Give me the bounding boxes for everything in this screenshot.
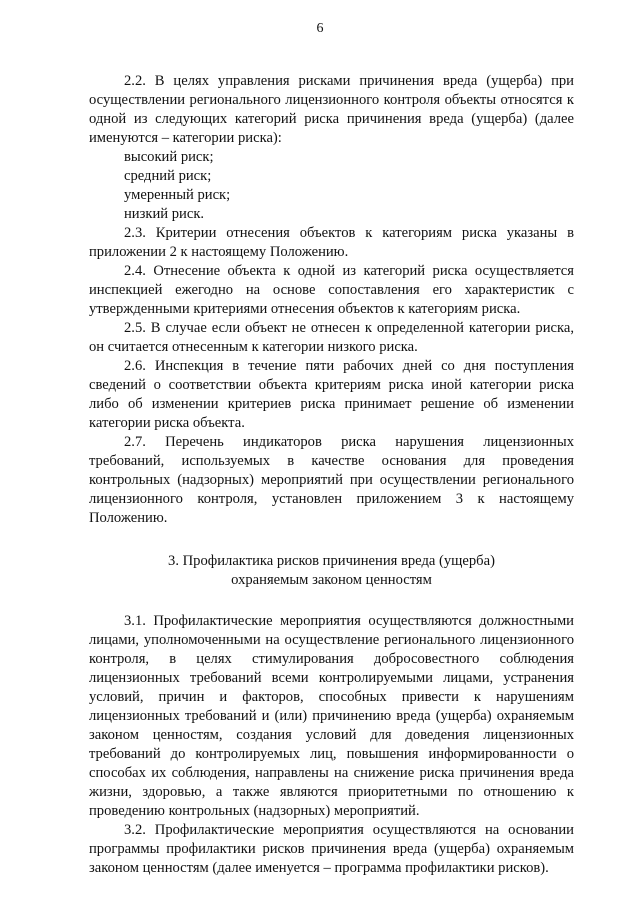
paragraph-2-6: 2.6. Инспекция в течение пяти рабочих дней со дня поступления сведений о соответствии объекта критериям риска иной категории риска либо об изменении критериев риска принимает решение об изменении категории риска объекта. bbox=[89, 358, 574, 431]
list-item: средний риск; bbox=[124, 168, 212, 184]
list-item: умеренный риск; bbox=[124, 187, 231, 203]
list-item: высокий риск; bbox=[124, 149, 214, 165]
section-heading-line-2: охраняемым законом ценностям bbox=[231, 572, 432, 588]
document-body bbox=[89, 72, 574, 878]
paragraph-2-2: 2.2. В целях управления рисками причинения вреда (ущерба) при осуществлении регионального лицензионного контроля объекты относятся к одной из следующих категорий риска причинения вреда (ущерба) (далее именуются – категории риска): bbox=[89, 73, 574, 146]
section-heading-line-1: 3. Профилактика рисков причинения вреда (ущерба) bbox=[168, 553, 495, 569]
paragraph-2-5: 2.5. В случае если объект не отнесен к определенной категории риска, он считается отнесенным к категории низкого риска. bbox=[89, 320, 574, 355]
list-item: низкий риск. bbox=[124, 206, 205, 222]
paragraph-2-7: 2.7. Перечень индикаторов риска нарушения лицензионных требований, используемых в качестве основания для проведения контрольных (надзорных) мероприятий при осуществлении регионального лицензионного контроля, установлен приложением 3 к настоящему Положению. bbox=[89, 434, 574, 526]
section-heading bbox=[89, 552, 574, 590]
paragraph-2-3: 2.3. Критерии отнесения объектов к категориям риска указаны в приложении 2 к настоящему Положению. bbox=[89, 225, 574, 260]
paragraph-3-1: 3.1. Профилактические мероприятия осуществляются должностными лицами, уполномоченными на осуществление регионального лицензионного контроля, в целях стимулирования добросовестного соблюдения лицензионных требований всеми контролируемыми лицами, устранения условий, причин и факторов, способных привести к нарушениям лицензионных требований и (или) причинению вреда (ущерба) охраняемым законом ценностям, создания условий для доведения лицензионных требований до контролируемых лиц, повышения информированности о способах их соблюдения, направлены на снижение риска причинения вреда жизни, здоровью, а также являются приоритетными по отношению к проведению контрольных (надзорных) мероприятий. bbox=[89, 613, 574, 819]
page-number: 6 bbox=[316, 21, 324, 36]
risk-category-list bbox=[89, 148, 574, 224]
paragraph-3-2: 3.2. Профилактические мероприятия осуществляются на основании программы профилактики рисков причинения вреда (ущерба) охраняемым законом ценностям (далее именуется – программа профилактики рисков). bbox=[89, 822, 574, 876]
paragraph-2-4: 2.4. Отнесение объекта к одной из категорий риска осуществляется инспекцией ежегодно на основе сопоставления его характеристик с утвержденными критериями отнесения объектов к категориям риска. bbox=[89, 263, 574, 317]
